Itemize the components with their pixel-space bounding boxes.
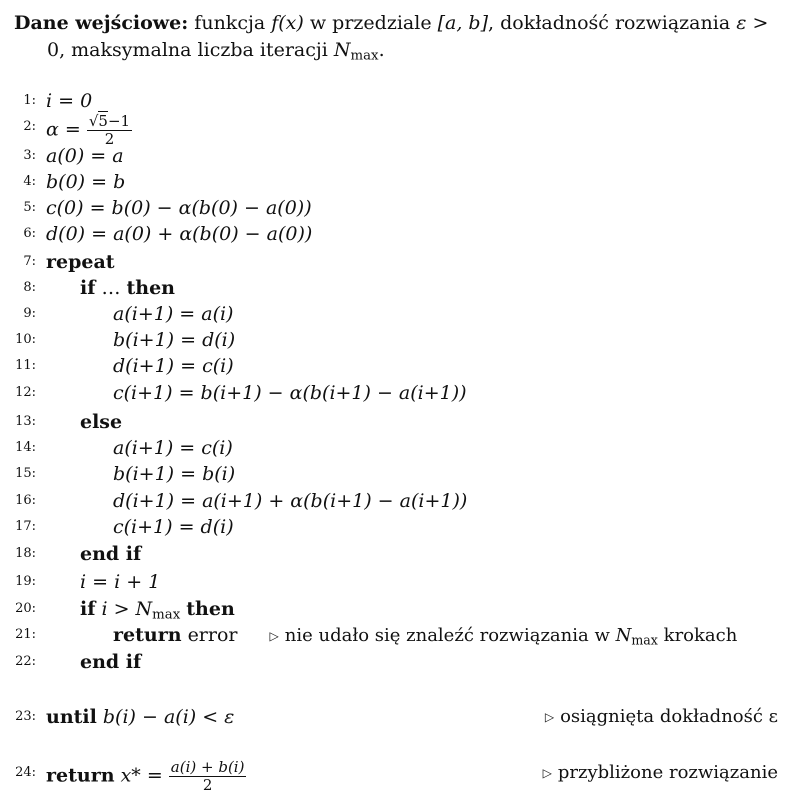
line-number: 3: [23,148,36,163]
line-20-if: if $i > N_{max}$ then [80,598,235,623]
code-line-9 [0,301,800,327]
line-8-if: if … then [80,277,175,299]
input-text-b: w przedziale [309,12,432,34]
code-line-15 [0,461,800,487]
line-number: 19: [15,574,36,589]
line-17-expr: c(i+1) = d(i) [113,516,234,538]
nmax-symbol: $N_{max}$ [333,39,379,64]
line-number: 9: [23,306,36,321]
line-3-expr: a(0) = a [46,145,124,167]
line-23-until: until b(i) − a(i) < ε [46,706,235,728]
input-description [14,10,784,70]
line-11-expr: d(i+1) = c(i) [113,355,234,377]
code-line-17 [0,514,800,540]
line-4-expr: b(0) = b [46,171,126,193]
line-number: 16: [15,493,36,508]
code-line-21 [0,622,800,648]
line-number: 14: [15,440,36,455]
code-line-22 [0,649,800,675]
code-line-12 [0,380,800,406]
golden-ratio-fraction: $\frac{√5-1}{2}$ [88,112,131,148]
code-line-7 [0,249,800,275]
function-symbol: f(x) [271,12,304,34]
code-line-16 [0,488,800,514]
repeat-keyword: repeat [46,251,115,273]
input-line2-text: 0, maksymalna liczba iteracji [47,39,328,61]
line-21-comment: ▷ nie udało się znaleźć rozwiązania w $N_{max}$ krokach [269,625,738,648]
line-number: 22: [15,654,36,669]
code-line-20 [0,596,800,622]
line-number: 1: [23,93,36,108]
line-number: 4: [23,174,36,189]
line-number: 6: [23,226,36,241]
interval-symbol: [a, b] [437,12,489,34]
code-line-3 [0,143,800,169]
line-number: 17: [15,519,36,534]
else-keyword: else [80,411,123,433]
code-line-11 [0,353,800,379]
line-5-expr: c(0) = b(0) − α(b(0) − a(0)) [46,197,312,219]
line-15-expr: b(i+1) = b(i) [113,463,236,485]
line-number: 11: [15,358,36,373]
comment-triangle-icon: ▷ [544,710,555,724]
input-label: Dane wejściowe: [14,12,189,34]
code-line-8 [0,275,800,301]
line-24-return: return x* = $\frac{a(i) + b(i)}{2}$ [46,758,245,794]
code-line-23 [0,704,800,730]
code-line-4 [0,169,800,195]
line-number: 2: [23,119,36,134]
line-21-return: return error ▷ nie udało się znaleźć rozwiązania w $N_{max}$ krokach [113,624,738,648]
line-number: 8: [23,280,36,295]
line-number: 13: [15,414,36,429]
line-10-expr: b(i+1) = d(i) [113,329,236,351]
line-number: 15: [15,466,36,481]
line-24-comment: ▷ przybliżone rozwiązanie [542,762,778,783]
line-2-expr: α = $\frac{√5-1}{2}$ [46,112,131,148]
line-number: 23: [15,709,36,724]
code-line-1 [0,88,800,114]
line-23-comment: ▷ osiągnięta dokładność ε [544,706,778,727]
line-14-expr: a(i+1) = c(i) [113,437,233,459]
line-number: 20: [15,601,36,616]
line-12-expr: c(i+1) = b(i+1) − α(b(i+1) − a(i+1)) [113,382,467,404]
line-6-expr: d(0) = a(0) + α(b(0) − a(0)) [46,223,313,245]
comment-triangle-icon: ▷ [269,629,279,643]
code-line-14 [0,435,800,461]
epsilon-condition: ε > [736,12,769,34]
code-line-13 [0,409,800,435]
end-if-keyword: end if [80,651,142,673]
line-number: 12: [15,385,36,400]
solution-fraction: $\frac{a(i) + b(i)}{2}$ [170,758,245,794]
end-if-keyword: end if [80,543,142,565]
code-line-10 [0,327,800,353]
code-line-2 [0,112,800,148]
line-19-expr: i = i + 1 [80,571,161,593]
line-number: 18: [15,546,36,561]
input-line-2 [14,37,784,70]
code-line-6 [0,221,800,247]
code-line-19 [0,569,800,595]
comment-triangle-icon: ▷ [542,766,552,780]
input-text-a: funkcja [194,12,266,34]
line-1-expr: i = 0 [46,90,93,112]
code-line-5 [0,195,800,221]
line-number: 7: [23,254,36,269]
line-number: 24: [15,765,36,780]
code-line-18 [0,541,800,567]
line-number: 10: [15,332,36,347]
input-line-1 [14,10,784,37]
line-number: 5: [23,200,36,215]
input-text-c: , dokładność rozwiązania [488,12,731,34]
input-line2-end: . [378,39,385,61]
line-16-expr: d(i+1) = a(i+1) + α(b(i+1) − a(i+1)) [113,490,468,512]
line-number: 21: [15,627,36,642]
code-line-24 [0,758,800,794]
line-9-expr: a(i+1) = a(i) [113,303,234,325]
